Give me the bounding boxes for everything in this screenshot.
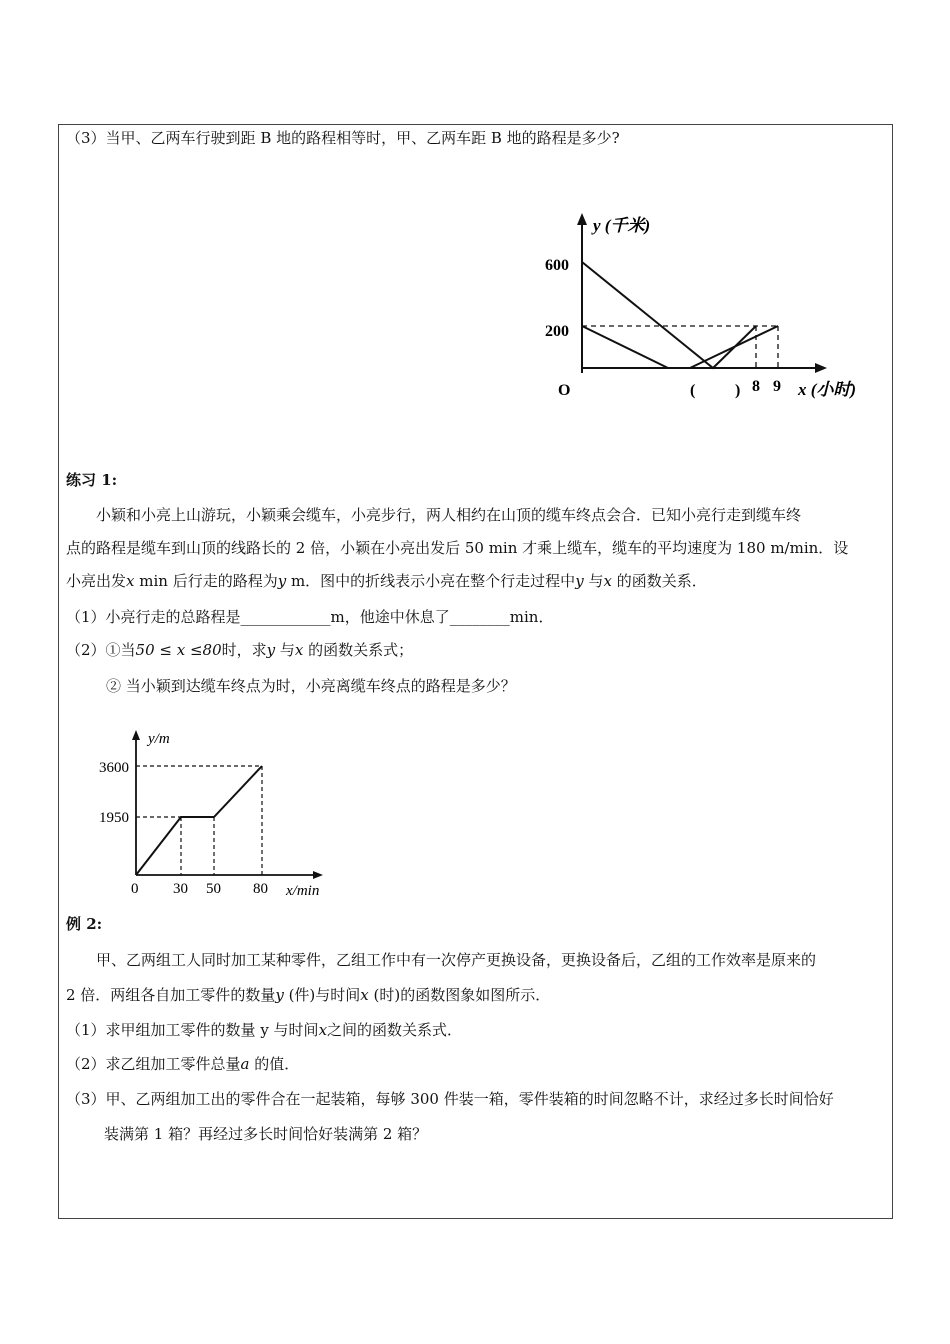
example2-q1: （1）求甲组加工零件的数量 y 与时间x之间的函数关系式． bbox=[66, 1021, 463, 1039]
graph2-tick-1950: 1950 bbox=[99, 810, 129, 826]
graph1-origin: O bbox=[558, 382, 571, 399]
practice1-q2: （2）①当50 ≤ x ≤80时，求y 与x 的函数关系式； bbox=[66, 641, 414, 659]
graph1-x-arrow bbox=[815, 363, 827, 373]
graph1-line-b2 bbox=[690, 326, 778, 368]
practice1-heading: 练习 1: bbox=[66, 471, 118, 489]
example2-heading: 例 2: bbox=[66, 915, 103, 933]
graph2-x-arrow bbox=[313, 871, 323, 879]
graph-2 bbox=[96, 725, 336, 905]
graph1-line-a bbox=[582, 262, 756, 368]
example2-q3-line1: （3）甲、乙两组加工出的零件合在一起装箱，每够 300 件装一箱，零件装箱的时间忽略不计，求经过多长时间恰好 bbox=[66, 1090, 834, 1108]
graph1-tick-200: 200 bbox=[545, 323, 569, 340]
graph1-tick-600: 600 bbox=[545, 257, 569, 274]
graph2-y-label: y/m bbox=[148, 731, 170, 747]
graph2-tick-0: 0 bbox=[131, 881, 139, 897]
practice1-para-line3: 小亮出发x min 后行走的路程为y m．图中的折线表示小亮在整个行走过程中y 与x 的函数关系． bbox=[66, 572, 707, 590]
graph1-tick-9: 9 bbox=[773, 378, 781, 395]
graph2-tick-3600: 3600 bbox=[99, 760, 129, 776]
practice1-para-line2: 点的路程是缆车到山顶的线路长的 2 倍，小颖在小亮出发后 50 min 才乘上缆车，缆车的平均速度为 180 m/min．设 bbox=[66, 539, 849, 557]
graph2-x-label: x/min bbox=[286, 883, 320, 899]
graph1-tick-open: ( bbox=[690, 382, 696, 399]
example2-q3-line2: 装满第 1 箱？再经过多长时间恰好装满第 2 箱？ bbox=[104, 1125, 428, 1143]
graph1-y-arrow bbox=[577, 213, 587, 225]
practice1-q1: （1）小亮行走的总路程是____________m，他途中休息了________min． bbox=[66, 608, 554, 626]
graph2-tick-30: 30 bbox=[173, 881, 188, 897]
example2-para-line2: 2 倍．两组各自加工零件的数量y (件)与时间x (时)的函数图象如图所示． bbox=[66, 986, 551, 1004]
practice1-q2-part2: ② 当小颖到达缆车终点为时，小亮离缆车终点的路程是多少？ bbox=[106, 677, 516, 695]
example2-q2: （2）求乙组加工零件总量a 的值． bbox=[66, 1055, 300, 1073]
graph1-tick-close: ) bbox=[735, 382, 741, 399]
practice1-para-line1: 小颖和小亮上山游玩，小颖乘会缆车，小亮步行，两人相约在山顶的缆车终点会合．已知小亮行走到缆车终 bbox=[96, 506, 802, 524]
graph2-y-arrow bbox=[132, 730, 140, 740]
q3-top-text: （3）当甲、乙两车行驶到距 B 地的路程相等时，甲、乙两车距 B 地的路程是多少? bbox=[66, 129, 620, 147]
graph1-tick-8: 8 bbox=[752, 378, 760, 395]
graph1-line-b1 bbox=[582, 326, 668, 368]
graph2-tick-80: 80 bbox=[253, 881, 268, 897]
graph-1 bbox=[530, 205, 875, 410]
graph2-line bbox=[136, 766, 262, 875]
graph2-tick-50: 50 bbox=[206, 881, 221, 897]
example2-para-line1: 甲、乙两组工人同时加工某种零件，乙组工作中有一次停产更换设备，更换设备后，乙组的工作效率是原来的 bbox=[96, 951, 817, 969]
graph1-x-label: x (小时) bbox=[798, 380, 857, 399]
graph1-y-label: y (千米) bbox=[593, 216, 651, 235]
